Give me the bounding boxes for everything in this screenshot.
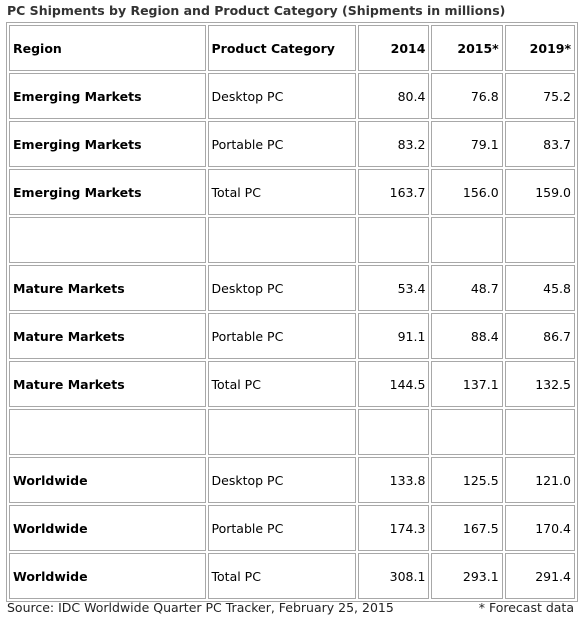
table-row [9, 505, 575, 551]
cell-2019 [505, 409, 575, 455]
cell-product-category [208, 409, 357, 455]
cell-2014: 144.5 [358, 361, 429, 407]
cell-2015: 88.4 [431, 313, 502, 359]
table-title: PC Shipments by Region and Product Category (Shipments in millions) [7, 3, 506, 18]
table-row [9, 457, 575, 503]
table-spacer-row [9, 409, 575, 455]
cell-2014 [358, 409, 429, 455]
table-body [9, 25, 575, 599]
table-row [9, 313, 575, 359]
cell-2015: 156.0 [431, 169, 502, 215]
cell-2019: 83.7 [505, 121, 575, 167]
cell-2014 [358, 217, 429, 263]
cell-2015: 125.5 [431, 457, 502, 503]
cell-2019: 159.0 [505, 169, 575, 215]
cell-region: Emerging Markets [9, 169, 206, 215]
cell-2019 [505, 217, 575, 263]
cell-region: Mature Markets [9, 265, 206, 311]
cell-2015: 167.5 [431, 505, 502, 551]
cell-region: Mature Markets [9, 361, 206, 407]
cell-2019: 170.4 [505, 505, 575, 551]
cell-2014: 53.4 [358, 265, 429, 311]
table-header-row [9, 25, 575, 71]
cell-region: Mature Markets [9, 313, 206, 359]
cell-product-category: Portable PC [208, 121, 357, 167]
header-2014: 2014 [358, 25, 429, 71]
cell-2019: 45.8 [505, 265, 575, 311]
table-row [9, 265, 575, 311]
table-row [9, 361, 575, 407]
cell-product-category: Total PC [208, 361, 357, 407]
cell-2014: 308.1 [358, 553, 429, 599]
cell-2014: 83.2 [358, 121, 429, 167]
header-2019: 2019* [505, 25, 575, 71]
cell-2019: 291.4 [505, 553, 575, 599]
cell-2015: 79.1 [431, 121, 502, 167]
header-product-category: Product Category [208, 25, 357, 71]
cell-region: Worldwide [9, 505, 206, 551]
shipments-table-container [6, 22, 578, 602]
cell-product-category: Portable PC [208, 505, 357, 551]
cell-region: Emerging Markets [9, 73, 206, 119]
cell-product-category: Total PC [208, 169, 357, 215]
cell-2014: 174.3 [358, 505, 429, 551]
table-row [9, 169, 575, 215]
cell-2019: 121.0 [505, 457, 575, 503]
table-row [9, 553, 575, 599]
cell-2014: 163.7 [358, 169, 429, 215]
cell-region: Emerging Markets [9, 121, 206, 167]
table-row [9, 121, 575, 167]
cell-2015 [431, 217, 502, 263]
cell-region [9, 217, 206, 263]
cell-2019: 132.5 [505, 361, 575, 407]
cell-2015: 76.8 [431, 73, 502, 119]
cell-2014: 91.1 [358, 313, 429, 359]
cell-2014: 80.4 [358, 73, 429, 119]
cell-2015: 293.1 [431, 553, 502, 599]
source-note: Source: IDC Worldwide Quarter PC Tracker, February 25, 2015 [7, 600, 394, 615]
forecast-note: * Forecast data [478, 600, 574, 615]
cell-2015 [431, 409, 502, 455]
cell-product-category: Desktop PC [208, 73, 357, 119]
cell-2015: 48.7 [431, 265, 502, 311]
cell-product-category: Total PC [208, 553, 357, 599]
cell-product-category: Desktop PC [208, 265, 357, 311]
cell-region [9, 409, 206, 455]
cell-2015: 137.1 [431, 361, 502, 407]
cell-product-category [208, 217, 357, 263]
shipments-table [6, 22, 578, 602]
cell-2019: 75.2 [505, 73, 575, 119]
table-spacer-row [9, 217, 575, 263]
cell-product-category: Desktop PC [208, 457, 357, 503]
cell-2019: 86.7 [505, 313, 575, 359]
header-2015: 2015* [431, 25, 502, 71]
cell-product-category: Portable PC [208, 313, 357, 359]
cell-2014: 133.8 [358, 457, 429, 503]
cell-region: Worldwide [9, 553, 206, 599]
table-row [9, 73, 575, 119]
cell-region: Worldwide [9, 457, 206, 503]
header-region: Region [9, 25, 206, 71]
